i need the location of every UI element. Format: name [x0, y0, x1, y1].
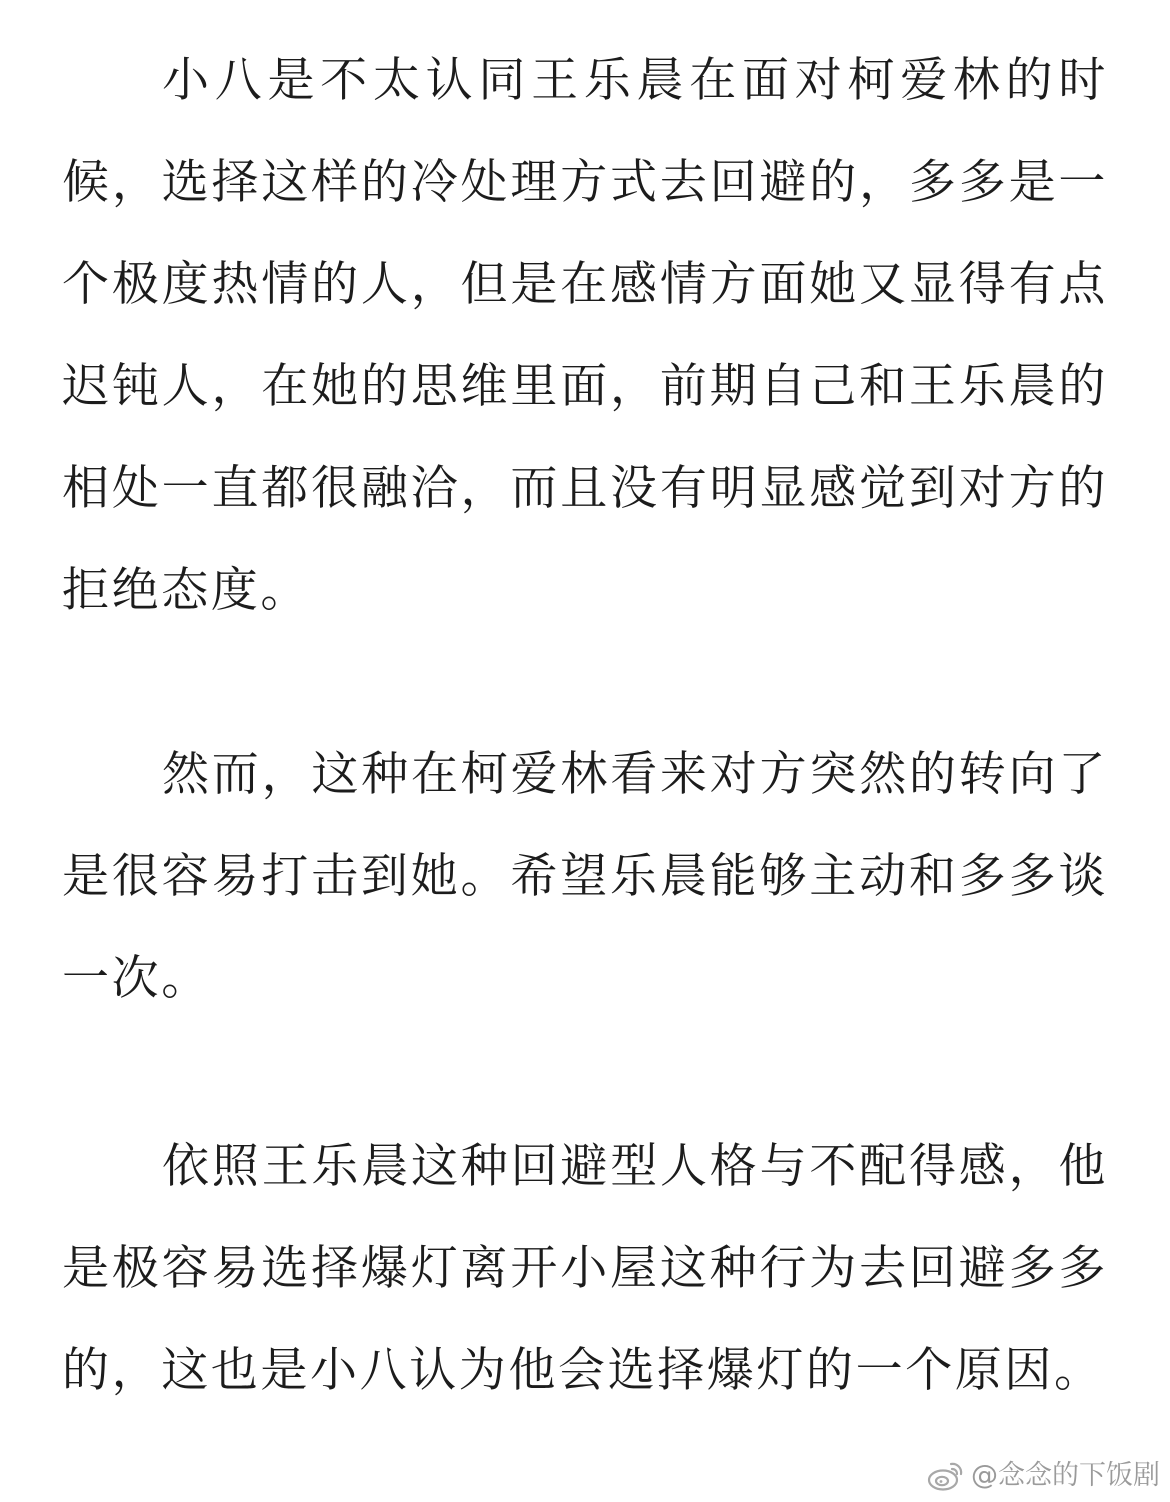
weibo-watermark	[927, 1458, 1160, 1494]
weibo-logo-icon	[927, 1460, 965, 1492]
paragraph-3: 依照王乐晨这种回避型人格与不配得感，他是极容易选择爆灯离开小屋这种行为去回避多多的，这也是小八认为他会选择爆灯的一个原因。	[62, 1139, 1108, 1398]
paragraph-1: 小八是不太认同王乐晨在面对柯爱林的时候，选择这样的冷处理方式去回避的，多多是一个极度热情的人，但是在感情方面她又显得有点迟钝人，在她的思维里面，前期自己和王乐晨的相处一直都很融洽，而且没有明显感觉到对方的拒绝态度。	[62, 53, 1108, 618]
paragraph-2: 然而，这种在柯爱林看来对方突然的转向了是很容易打击到她。希望乐晨能够主动和多多谈一次。	[62, 747, 1108, 1006]
watermark-text: @念念的下饭剧	[971, 1460, 1160, 1491]
